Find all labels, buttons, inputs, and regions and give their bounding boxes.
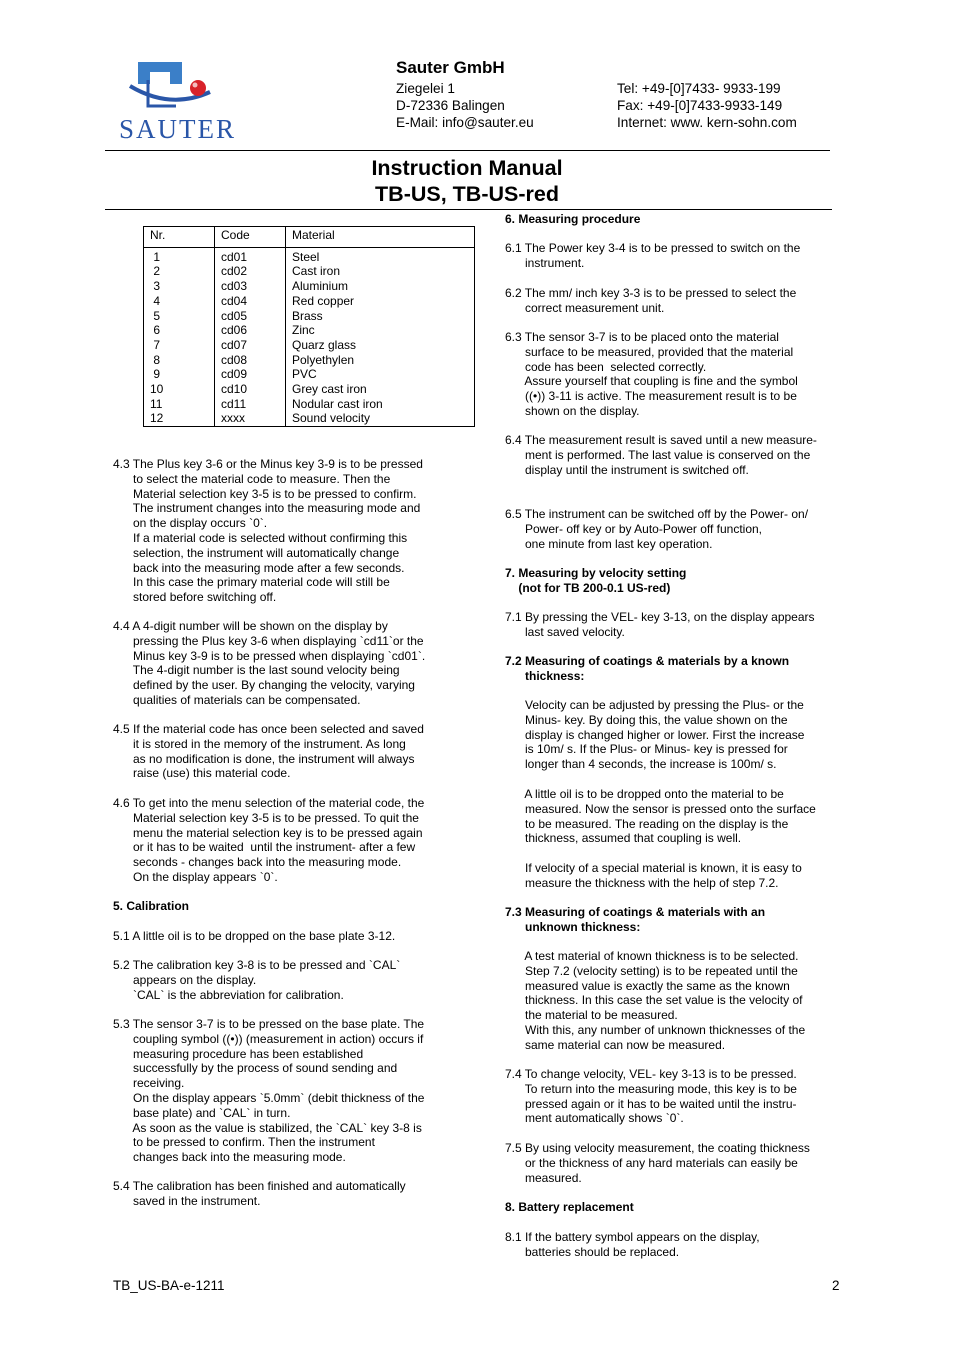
logo-text: SAUTER <box>118 114 236 144</box>
table-header-material: Material <box>286 227 475 248</box>
section-5-4: 5.4 The calibration has been finished and automatically saved in the instrument. <box>113 1179 406 1208</box>
section-4-4: 4.4 A 4-digit number will be shown on the display by pressing the Plus key 3-6 when displaying `cd11`or the Minus key 3-9 is to be pressed when displaying `cd01`. The 4-digit number is the last sound velocity being defined by the user. By changing the velocity, varying qualities of materials can be compensated. <box>113 619 426 707</box>
section-4-6: 4.6 To get into the menu selection of the material code, the Material selection key 3-5 is to be pressed. To quit the menu the material selection key is to be pressed again or it has to be waited until the instrument- after a few seconds - changes back into the measuring mode. On the display appears `0`. <box>113 796 425 884</box>
section-7-4: 7.4 To change velocity, VEL- key 3-13 is to be pressed. To return into the measuring mode, this key is to be pressed again or it has to be waited until the instru- ment automatically shows `0`. <box>505 1067 797 1126</box>
address-line: D-72336 Balingen <box>396 98 505 113</box>
heading-velocity-setting: 7. Measuring by velocity setting (not for TB 200-0.1 US-red) <box>505 566 687 595</box>
section-6-3: 6.3 The sensor 3-7 is to be placed onto the material surface to be measured, provided that the material code has been selected correctly. Assure yourself that coupling is fine and the symbol ((•)) 3-11 is active. The measurement result is to be shown on the display. <box>505 330 798 418</box>
section-5-1: 5.1 A little oil is to be dropped on the base plate 3-12. <box>113 929 396 943</box>
document-id: TB_US-BA-e-1211 <box>113 1278 225 1293</box>
title-divider <box>105 209 832 210</box>
heading-battery: 8. Battery replacement <box>505 1200 634 1214</box>
code-column: cd01 cd02 cd03 cd04 cd05 cd06 cd07 cd08 cd09 cd10 cd11 xxxx <box>215 247 286 426</box>
table-header-row <box>144 227 475 248</box>
material-column: Steel Cast iron Aluminium Red copper Brass Zinc Quarz glass Polyethylen PVC Grey cast iron Nodular cast iron Sound velocity <box>286 247 475 426</box>
section-6-5: 6.5 The instrument can be switched off by the Power- on/ Power- off key or by Auto-Power off function, one minute from last key operation. <box>505 507 809 551</box>
heading-7-3: 7.3 Measuring of coatings & materials with an unknown thickness: <box>505 905 766 934</box>
section-5-2: 5.2 The calibration key 3-8 is to be pressed and `CAL` appears on the display. `CAL` is the abbreviation for calibration. <box>113 958 401 1002</box>
section-7-3: A test material of known thickness is to be selected. Step 7.2 (velocity setting) is to be repeated until the measured value is exactly the same as the known thickness. In this case the set value is the velocity of the material to be measured. With this, any number of unknown thicknesses of the same material can now be measured. <box>524 949 806 1052</box>
phone-line: Tel: +49-[0]7433- 9933-199 <box>617 81 781 96</box>
company-name: Sauter GmbH <box>396 58 505 77</box>
section-4-3: 4.3 The Plus key 3-6 or the Minus key 3-9 is to be pressed to select the material code to measure. Then the Material selection key 3-5 is to be pressed to confirm. The instrument changes into the measuring mode and on the display occurs `0`. If a material code is selected without confirming this selection, the instrument will automatically change back into the measuring mode after a few seconds. In this case the primary material code will still be stored before switching off. <box>113 457 423 605</box>
section-7-1: 7.1 By pressing the VEL- key 3-13, on the display appears last saved velocity. <box>505 610 815 639</box>
section-8-1: 8.1 If the battery symbol appears on the display, batteries should be replaced. <box>505 1230 760 1259</box>
table-header-nr: Nr. <box>144 227 215 248</box>
address-block <box>396 80 534 131</box>
section-7-2-c: If velocity of a special material is known, it is easy to measure the thickness with the help of step 7.2. <box>525 861 802 890</box>
section-6-1: 6.1 The Power key 3-4 is to be pressed to switch on the instrument. <box>505 241 801 270</box>
heading-calibration: 5. Calibration <box>113 899 190 913</box>
table-header-code: Code <box>215 227 286 248</box>
section-5-3: 5.3 The sensor 3-7 is to be pressed on the base plate. The coupling symbol ((•)) (measurement in action) occurs if measuring procedure has been established successfully by the process of sound sending and receiving. On the display appears `5.0mm` (debit thickness of the base plate) and `CAL` in turn. As soon as the value is stabilized, the `CAL` key 3-8 is to be pressed to confirm. Then the instrument changes back into the measuring mode. <box>113 1017 425 1165</box>
section-4-5: 4.5 If the material code has once been selected and saved it is stored in the memory of the instrument. As long as no modification is done, the instrument will always raise (use) this material code. <box>113 722 424 781</box>
section-7-2-b: A little oil is to be dropped onto the material to be measured. Now the sensor is pressed onto the surface to be measured. The reading on the display is the thickness, assumed that coupling is well. <box>524 787 816 846</box>
address-line: Ziegelei 1 <box>396 81 455 96</box>
website-line: Internet: www. kern-sohn.com <box>617 115 797 130</box>
section-6-4: 6.4 The measurement result is saved until a new measure- ment is performed. The last value is conserved on the display until the instrument is switched off. <box>505 433 817 477</box>
section-6-2: 6.2 The mm/ inch key 3-3 is to be pressed to select the correct measurement unit. <box>505 286 797 315</box>
heading-7-2: 7.2 Measuring of coatings & materials by a known thickness: <box>505 654 790 683</box>
material-code-table <box>143 226 475 427</box>
email-line: E-Mail: info@sauter.eu <box>396 115 534 130</box>
section-7-5: 7.5 By using velocity measurement, the coating thickness or the thickness of any hard materials can easily be measured. <box>505 1141 810 1185</box>
nr-column: 1 2 3 4 5 6 7 8 9 10 11 12 <box>144 247 215 426</box>
contact-block <box>617 80 797 131</box>
manual-title: Instruction Manual <box>371 156 563 180</box>
model-title: TB-US, TB-US-red <box>375 182 559 206</box>
page-number: 2 <box>832 1278 840 1293</box>
heading-measuring-procedure: 6. Measuring procedure <box>505 212 641 226</box>
sauter-logo <box>110 58 245 142</box>
header-divider <box>105 150 830 151</box>
fax-line: Fax: +49-[0]7433-9933-149 <box>617 98 783 113</box>
table-body-row <box>144 247 475 426</box>
logo-mark-icon <box>110 58 245 118</box>
section-7-2-a: Velocity can be adjusted by pressing the Plus- or the Minus- key. By doing this, the value shown on the display is changed higher or lower. First the increase is 10m/ s. If the Plus- or Minus- key is pressed for longer than 4 seconds, the increase is 100m/ s. <box>525 698 805 772</box>
